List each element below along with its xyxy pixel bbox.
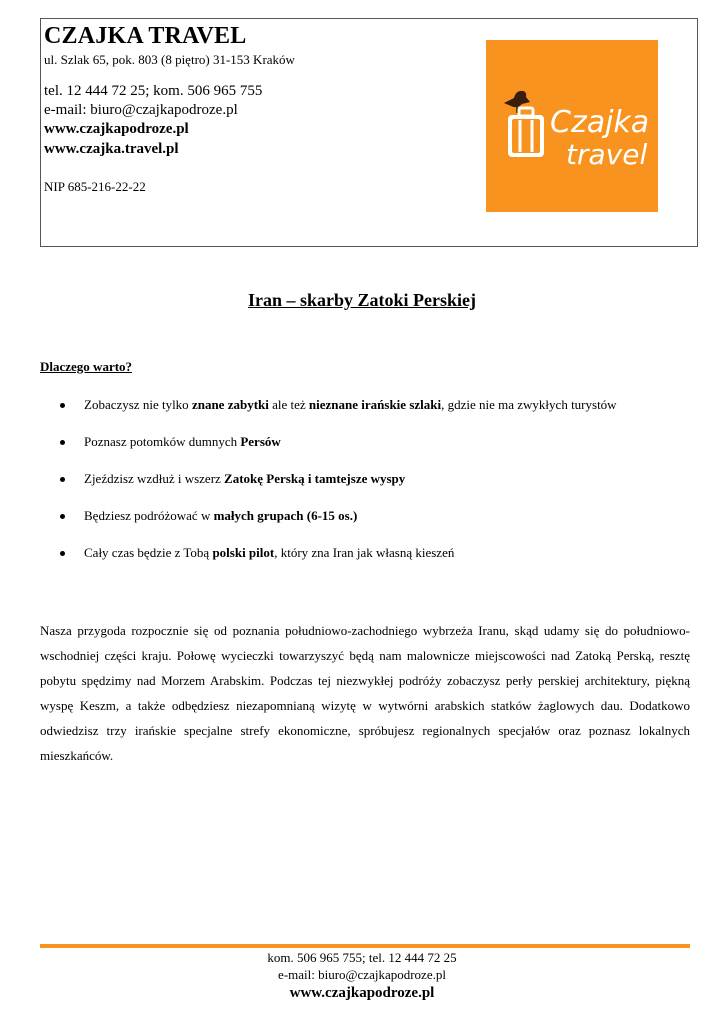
bullet-icon	[60, 477, 65, 482]
document-title: Iran – skarby Zatoki Perskiej	[247, 290, 476, 310]
company-name: CZAJKA TRAVEL	[44, 23, 247, 49]
company-email: e-mail: biuro@czajkapodroze.pl	[44, 102, 238, 118]
logo-text-line2: travel	[566, 138, 648, 171]
list-item: Będziesz podróżować w małych grupach (6-15 os.)	[60, 507, 617, 544]
footer-phones: kom. 506 965 755; tel. 12 444 72 25	[267, 950, 457, 965]
description-paragraph: Nasza przygoda rozpocznie się od poznania południowo-zachodniego wybrzeża Iranu, skąd udamy się do południowo-wschodniej części kraju. Połowę wycieczki towarzyszyć będą nam malownicze miejscowości nad Zatoką Perską, resztę pobytu spędzimy nad Morzem Arabskim. Podczas tej niezwykłej podróży zobaczysz perły perskiej architektury, piękną wyspę Keszm, a także odbędziesz niezapomnianą wizytę w wytwórni arabskich statków żaglowych dau. Dodatkowo odwiedzisz trzy irańskie specjalne strefy ekonomiczne, spróbujesz regionalnych specjałów oraz poznasz lokalnych mieszkańców.	[40, 623, 690, 763]
company-website-2[interactable]: www.czajka.travel.pl	[44, 141, 179, 157]
bullet-icon	[60, 403, 65, 408]
company-phones: tel. 12 444 72 25; kom. 506 965 755	[44, 83, 263, 99]
bullet-icon	[60, 514, 65, 519]
list-item: Cały czas będzie z Tobą polski pilot, który zna Iran jak własną kieszeń	[60, 544, 617, 581]
benefits-list	[60, 396, 617, 581]
list-item: Zobaczysz nie tylko znane zabytki ale też nieznane irańskie szlaki, gdzie nie ma zwykłych turystów	[60, 396, 617, 433]
footer-divider	[40, 944, 690, 948]
list-item: Poznasz potomków dumnych Persów	[60, 433, 617, 470]
header-box	[40, 18, 698, 247]
company-website-1[interactable]: www.czajkapodroze.pl	[44, 121, 189, 137]
why-heading: Dlaczego warto?	[40, 359, 133, 374]
company-address: ul. Szlak 65, pok. 803 (8 piętro) 31-153 Kraków	[44, 52, 295, 67]
list-item: Zjeździsz wzdłuż i wszerz Zatokę Perską i tamtejsze wyspy	[60, 470, 617, 507]
logo-text-line1: Czajka	[550, 105, 650, 140]
bullet-icon	[60, 440, 65, 445]
bullet-icon	[60, 551, 65, 556]
footer-email: e-mail: biuro@czajkapodroze.pl	[278, 967, 446, 982]
suitcase-bird-icon	[486, 40, 658, 212]
footer-website[interactable]: www.czajkapodroze.pl	[289, 985, 435, 1001]
company-nip: NIP 685-216-22-22	[44, 179, 146, 194]
company-logo	[486, 40, 658, 212]
